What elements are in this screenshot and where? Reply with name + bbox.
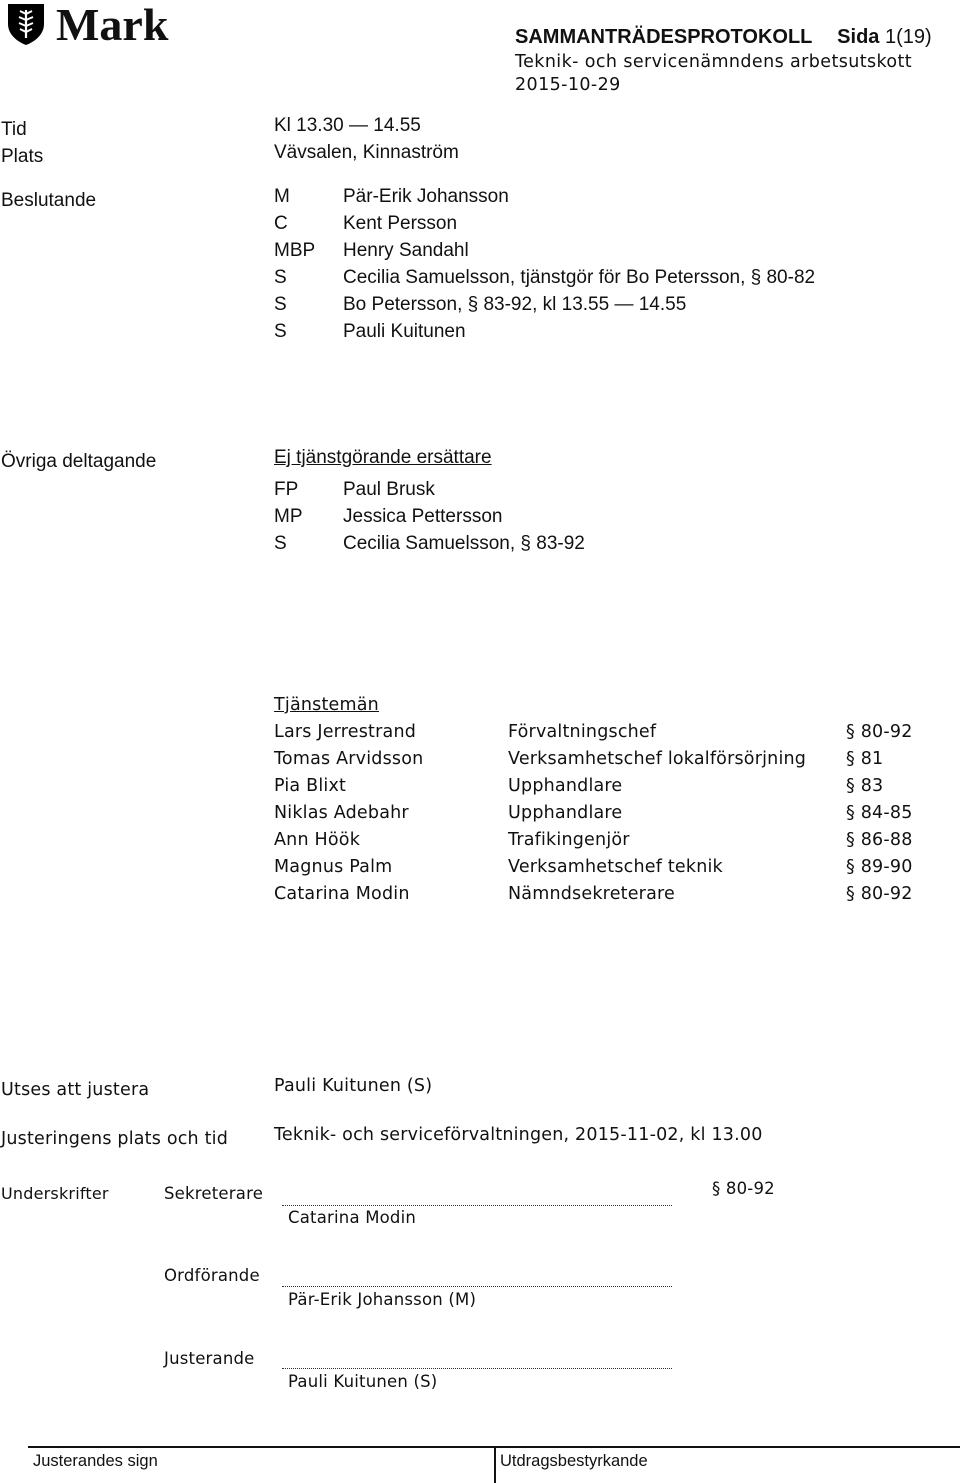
- adjuster-signature-line: [282, 1368, 672, 1369]
- footer-divider: [494, 1446, 496, 1483]
- official-name: Magnus Palm: [274, 857, 393, 877]
- time-label: Tid: [1, 119, 27, 140]
- adjuster-label: Justerande: [164, 1349, 255, 1368]
- meeting-date: 2015-10-29: [515, 75, 621, 95]
- official-paragraph: § 89-90: [846, 857, 913, 877]
- official-name: Pia Blixt: [274, 776, 347, 796]
- officials-heading: Tjänstemän: [274, 695, 379, 715]
- utses-label: Utses att justera: [1, 1080, 150, 1100]
- time-value: Kl 13.30 — 14.55: [274, 115, 421, 136]
- footer-adjuster-sign: Justerandes sign: [33, 1452, 158, 1470]
- justering-place-label: Justeringens plats och tid: [1, 1129, 229, 1149]
- place-value: Vävsalen, Kinnaström: [274, 142, 459, 163]
- beslutande-label: Beslutande: [1, 190, 97, 211]
- member-party: C: [274, 213, 288, 234]
- official-role: Förvaltningschef: [508, 722, 657, 742]
- member-party: S: [274, 267, 287, 288]
- member-name: Henry Sandahl: [343, 240, 469, 261]
- logo-wordmark: Mark: [56, 0, 169, 50]
- secretary-label: Sekreterare: [164, 1184, 264, 1203]
- official-paragraph: § 81: [846, 749, 884, 769]
- document-type: [515, 27, 932, 47]
- member-party: FP: [274, 479, 299, 500]
- member-party: MBP: [274, 240, 316, 261]
- official-role: Nämndsekreterare: [508, 884, 675, 904]
- official-role: Verksamhetschef lokalförsörjning: [508, 749, 807, 769]
- secretary-paragraph: § 80-92: [712, 1179, 775, 1198]
- official-paragraph: § 83: [846, 776, 884, 796]
- official-name: Tomas Arvidsson: [274, 749, 424, 769]
- member-name: Bo Petersson, § 83-92, kl 13.55 — 14.55: [343, 294, 687, 315]
- adjuster-name: Pauli Kuitunen (S): [288, 1372, 438, 1391]
- member-party: MP: [274, 506, 303, 527]
- member-party: S: [274, 294, 287, 315]
- official-role: Trafikingenjör: [508, 830, 630, 850]
- justering-place-value: Teknik- och serviceförvaltningen, 2015-11-02, kl 13.00: [274, 1125, 763, 1145]
- utses-value: Pauli Kuitunen (S): [274, 1076, 433, 1096]
- official-role: Upphandlare: [508, 776, 623, 796]
- ovriga-label: Övriga deltagande: [1, 451, 157, 472]
- secretary-name: Catarina Modin: [288, 1208, 417, 1227]
- page-word: Sida: [837, 26, 880, 48]
- ovriga-subheading: Ej tjänstgörande ersättare: [274, 447, 492, 468]
- official-paragraph: § 86-88: [846, 830, 913, 850]
- official-role: Verksamhetschef teknik: [508, 857, 723, 877]
- member-name: Pauli Kuitunen: [343, 321, 466, 342]
- chair-name: Pär-Erik Johansson (M): [288, 1290, 477, 1309]
- official-paragraph: § 80-92: [846, 884, 913, 904]
- committee-name: Teknik- och servicenämndens arbetsutskott: [515, 52, 913, 72]
- member-name: Cecilia Samuelsson, tjänstgör för Bo Petersson, § 80-82: [343, 267, 816, 288]
- chair-label: Ordförande: [164, 1266, 260, 1285]
- member-party: S: [274, 533, 287, 554]
- official-name: Ann Höök: [274, 830, 361, 850]
- footer-certification: Utdragsbestyrkande: [500, 1452, 648, 1470]
- member-name: Cecilia Samuelsson, § 83-92: [343, 533, 585, 554]
- secretary-signature-line: [282, 1205, 672, 1206]
- official-role: Upphandlare: [508, 803, 623, 823]
- member-party: M: [274, 186, 290, 207]
- member-name: Jessica Pettersson: [343, 506, 503, 527]
- member-name: Paul Brusk: [343, 479, 435, 500]
- member-name: Pär-Erik Johansson: [343, 186, 509, 207]
- member-name: Kent Persson: [343, 213, 458, 234]
- signatures-label: Underskrifter: [1, 1184, 109, 1203]
- official-name: Niklas Adebahr: [274, 803, 409, 823]
- member-party: S: [274, 321, 287, 342]
- municipality-crest-icon: [6, 2, 46, 46]
- official-paragraph: § 80-92: [846, 722, 913, 742]
- official-paragraph: § 84-85: [846, 803, 913, 823]
- official-name: Lars Jerrestrand: [274, 722, 417, 742]
- page-number: 1(19): [884, 26, 932, 48]
- official-name: Catarina Modin: [274, 884, 410, 904]
- chair-signature-line: [282, 1286, 672, 1287]
- document-type-label: SAMMANTRÄDESPROTOKOLL: [515, 26, 813, 48]
- place-label: Plats: [1, 146, 44, 167]
